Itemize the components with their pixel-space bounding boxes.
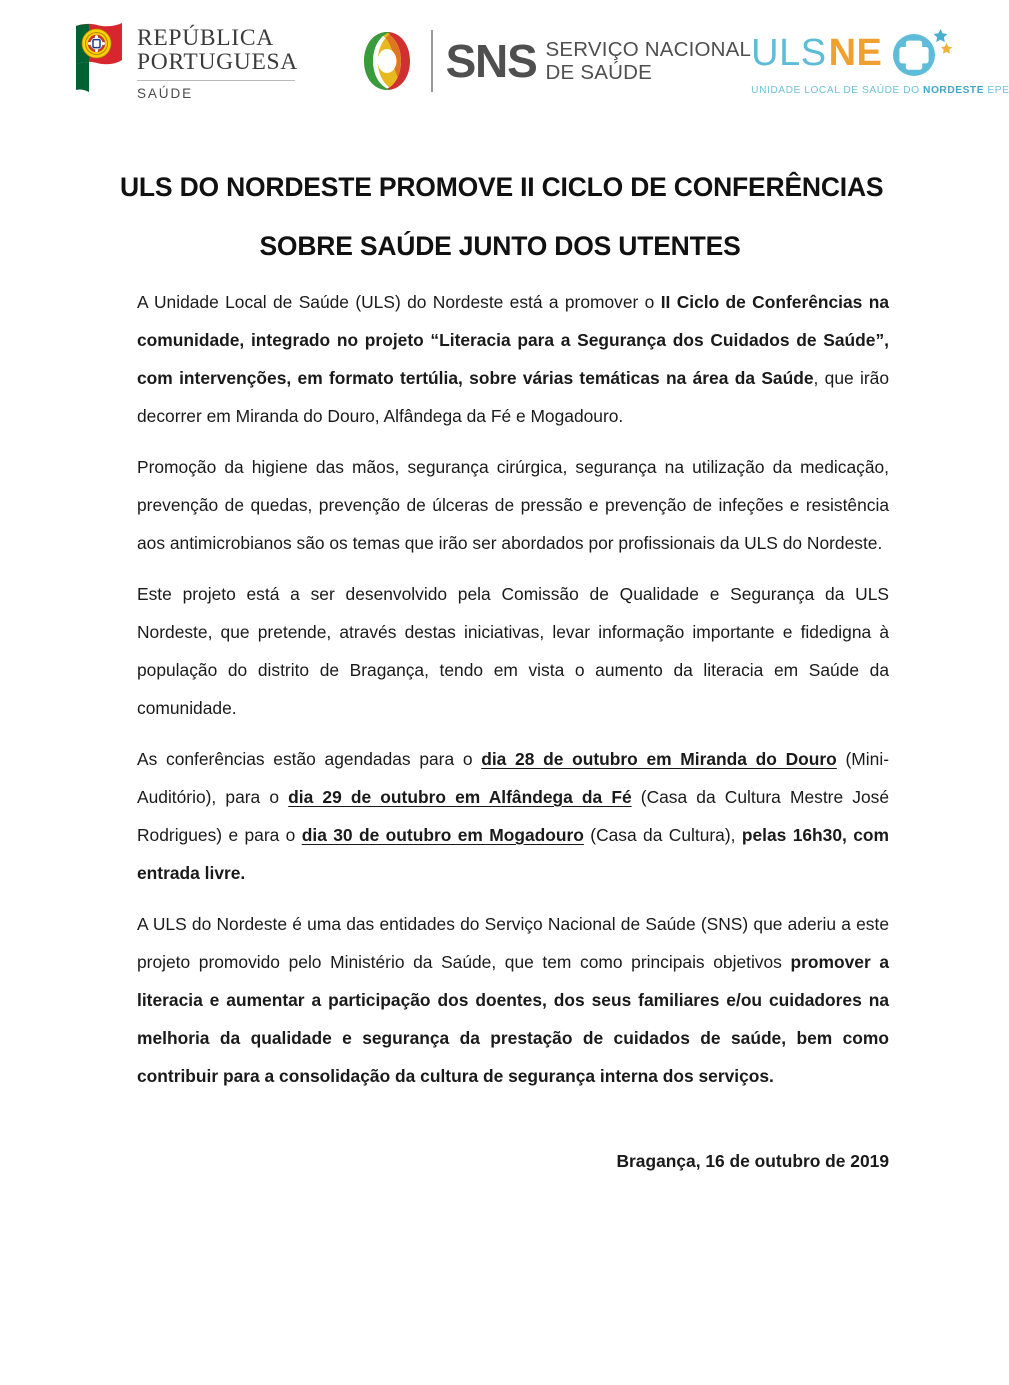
sns-acronym: SNS	[445, 35, 537, 87]
conference-date-alfandega-da-fe: dia 29 de outubro em Alfândega da Fé	[288, 787, 632, 807]
p1-seg3: , que irão decorrer em Miranda do Douro, Alfândega da Fé e Mogadouro.	[137, 368, 889, 426]
medical-cross-circle-stars-icon	[890, 28, 954, 78]
logo-republica-portuguesa	[70, 22, 298, 101]
p4-seg4: (Casa da Cultura),	[583, 825, 742, 845]
sns-full-name	[546, 38, 752, 84]
sns-full-line2: DE SAÚDE	[545, 61, 652, 84]
p5-seg2-bold: promover a literacia e aumentar a participação dos doentes, dos seus familiares e/ou cuidadores na melhoria da qualidade e segurança da prestação de cuidados de saúde, bem como contribuir para a consolidação da cultura de segurança interna dos serviços.	[137, 952, 889, 1086]
ulsne-subtitle-bold: NORDESTE	[923, 85, 985, 96]
paragraph-1	[137, 283, 889, 435]
ulsne-subtitle-suffix: EPE	[984, 85, 1009, 96]
conference-date-miranda-do-douro: dia 28 de outubro em Miranda do Douro	[481, 749, 837, 769]
p5-seg1: A ULS do Nordeste é uma das entidades do Serviço Nacional de Saúde (SNS) que aderiu a este projeto promovido pelo Ministério da Saúde, que tem como principais objetivos	[137, 914, 889, 972]
logo-ulsne	[751, 22, 1009, 96]
rp-line1: REPÚBLICA	[137, 25, 274, 51]
p1-seg2-bold: II Ciclo de Conferências na comunidade, integrado no projeto “Literacia para a Segurança dos Cuidados de Saúde”, com intervenções, em formato tertúlia, sobre várias temáticas na área da Saúde	[137, 292, 889, 388]
paragraph-4	[137, 740, 889, 892]
sns-divider	[431, 30, 433, 92]
sns-wordmark	[445, 35, 752, 87]
page-title-line1: ULS DO NORDESTE PROMOVE II CICLO DE CONFERÊNCIAS	[120, 172, 884, 202]
p1-seg1: A Unidade Local de Saúde (ULS) do Nordeste está a promover o	[137, 292, 661, 312]
sns-full-line1: SERVIÇO NACIONAL	[545, 38, 752, 61]
ulsne-subtitle	[751, 85, 1009, 96]
p4-seg3: (Casa da Cultura Mestre José Rodrigues) e para o	[137, 787, 889, 845]
rp-subtitle: SAÚDE	[137, 86, 194, 102]
header-logo-bar	[0, 0, 1009, 130]
p4-seg2: (Mini-Auditório), para o	[137, 749, 889, 807]
p4-seg5-bold: pelas 16h30, com entrada livre.	[137, 825, 889, 883]
rp-line2: PORTUGUESA	[137, 49, 298, 75]
document-body	[137, 283, 889, 1095]
conference-date-mogadouro: dia 30 de outubro em Mogadouro	[301, 825, 584, 845]
logo-sns	[356, 22, 751, 94]
page-title	[120, 158, 884, 276]
ulsne-subtitle-prefix: UNIDADE LOCAL DE SAÚDE DO	[751, 85, 924, 96]
paragraph-3: Este projeto está a ser desenvolvido pela Comissão de Qualidade e Segurança da ULS Nordeste, que pretende, através destas iniciativas, levar informação importante e fidedigna à população do distrito de Bragança, tendo em vista o aumento da literacia em Saúde da comunidade.	[137, 584, 889, 718]
signature-line: Bragança, 16 de outubro de 2019	[616, 1151, 889, 1171]
portugal-shield-flag-icon	[70, 22, 126, 96]
page-title-line2: SOBRE SAÚDE JUNTO DOS UTENTES	[259, 231, 741, 261]
ulsne-ne-text: NE	[828, 32, 883, 74]
ulsne-uls-text: ULS	[751, 32, 827, 74]
paragraph-5	[137, 905, 889, 1095]
republica-portuguesa-wordmark	[137, 22, 298, 101]
paragraph-2: Promoção da higiene das mãos, segurança cirúrgica, segurança na utilização da medicação, prevenção de quedas, prevenção de úlceras de pressão e prevenção de infeções e resistência aos antimicrobianos são os temas que irão ser abordados por profissionais da ULS do Nordeste.	[137, 457, 889, 553]
rp-divider	[137, 80, 295, 81]
sns-swirl-ring-icon	[356, 28, 418, 94]
p4-seg1: As conferências estão agendadas para o	[137, 749, 482, 769]
ulsne-wordmark	[751, 28, 1009, 78]
